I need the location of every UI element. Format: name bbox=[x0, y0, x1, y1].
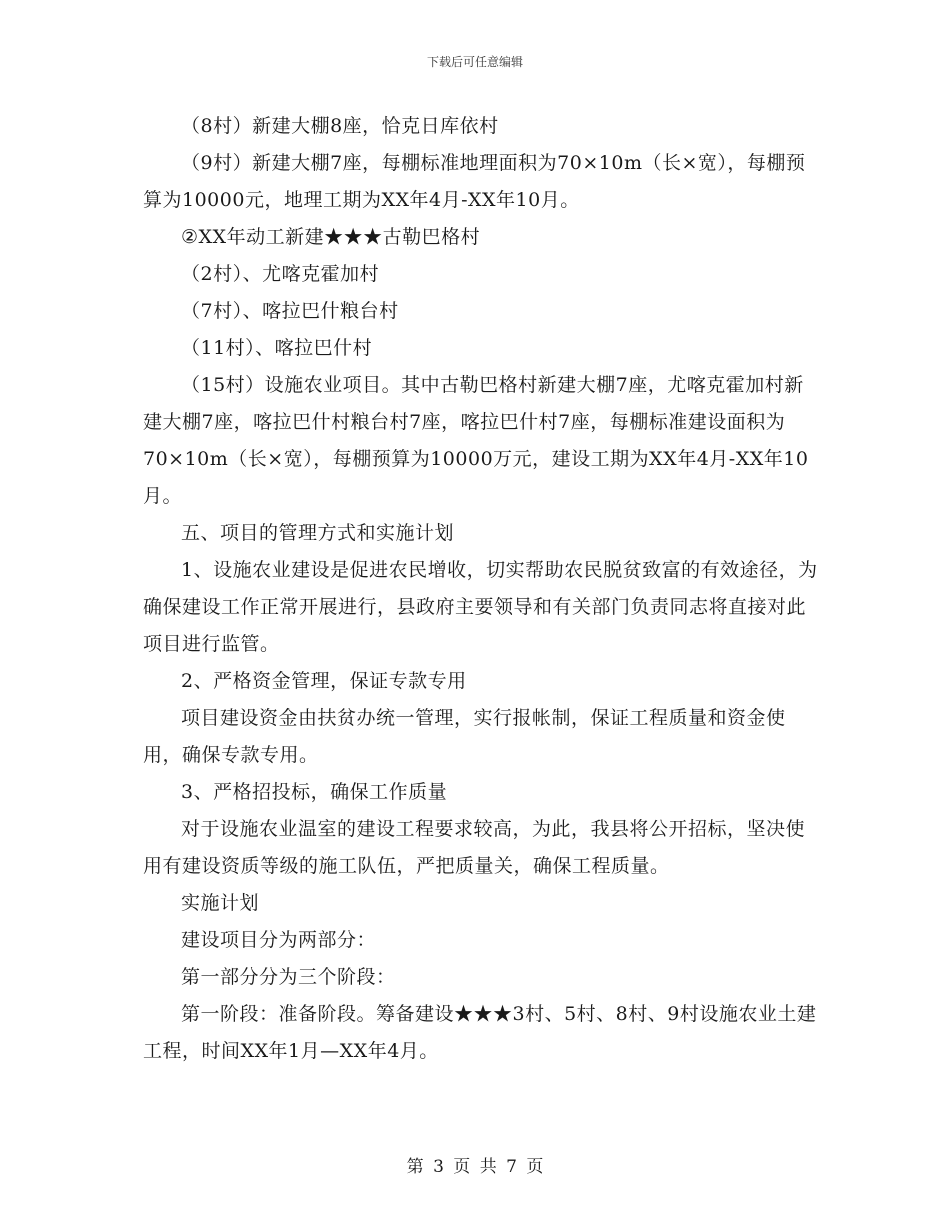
subheading: 3、严格招投标，确保工作质量 bbox=[181, 781, 448, 803]
subheading: 2、严格资金管理，保证专款专用 bbox=[181, 670, 467, 692]
paragraph: （2村）、尤喀克霍加村 bbox=[181, 263, 380, 285]
paragraph: ②XX年动工新建★★★古勒巴格村 bbox=[181, 226, 481, 248]
paragraph: 建设项目分为两部分： bbox=[181, 929, 377, 951]
paragraph: 对于设施农业温室的建设工程要求较高，为此，我县将公开招标，坚决使用有建设资质等级的施工队伍，严把质量关，确保工程质量。 bbox=[143, 818, 806, 877]
paragraph: （11村）、喀拉巴什村 bbox=[181, 337, 373, 359]
paragraph: 项目建设资金由扶贫办统一管理，实行报帐制，保证工程质量和资金使用，确保专款专用。 bbox=[143, 707, 786, 766]
paragraph: （9村）新建大棚7座，每棚标准地理面积为70×10m（长×宽），每棚预算为10000元，地理工期为XX年4月-XX年10月。 bbox=[143, 152, 806, 211]
document-body bbox=[143, 108, 823, 1070]
subheading: 实施计划 bbox=[181, 892, 260, 914]
paragraph: 1、设施农业建设是促进农民增收，切实帮助农民脱贫致富的有效途径，为确保建设工作正常开展进行，县政府主要领导和有关部门负责同志将直接对此项目进行监管。 bbox=[143, 559, 818, 655]
paragraph: 第一部分分为三个阶段： bbox=[181, 966, 396, 988]
paragraph: 第一阶段：准备阶段。筹备建设★★★3村、5村、8村、9村设施农业土建工程，时间XX年1月—XX年4月。 bbox=[143, 1003, 817, 1062]
page-number: 第 3 页 共 7 页 bbox=[406, 1157, 544, 1177]
page-header-note: 下载后可任意编辑 bbox=[426, 55, 523, 69]
paragraph: （8村）新建大棚8座，恰克日库依村 bbox=[181, 115, 499, 137]
paragraph: （7村）、喀拉巴什粮台村 bbox=[181, 300, 399, 322]
paragraph: （15村）设施农业项目。其中古勒巴格村新建大棚7座，尤喀克霍加村新建大棚7座，喀拉巴什村粮台村7座，喀拉巴什村7座，每棚标准建设面积为70×10m（长×宽），每棚预算为10000万元，建设工期为XX年4月-XX年10月。 bbox=[143, 374, 809, 507]
section-heading: 五、项目的管理方式和实施计划 bbox=[181, 522, 455, 544]
